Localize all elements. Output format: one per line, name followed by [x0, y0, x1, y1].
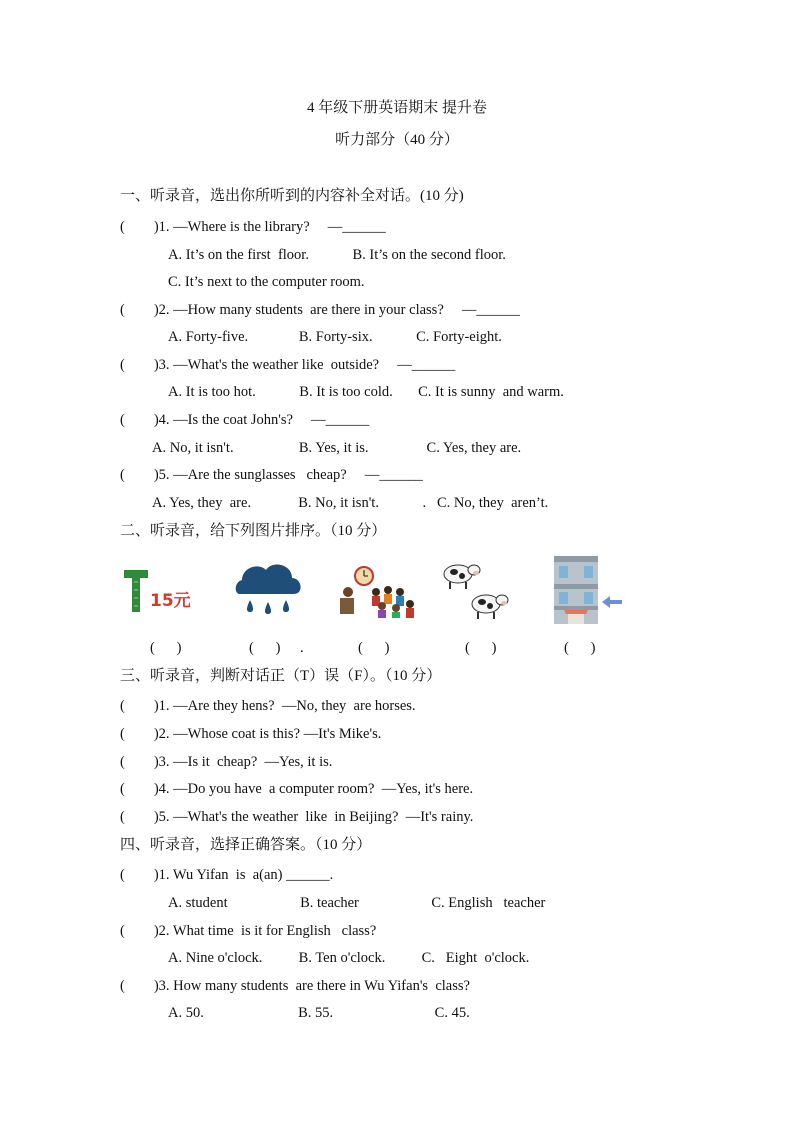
section2-heading: 二、听录音，给下列图片排序。（10 分） — [120, 523, 387, 539]
s3-q4: ( )4. —Do you have a computer room? —Yes, it's here. — [120, 781, 474, 797]
classroom-clock-picture — [338, 564, 416, 618]
stray-dot: . — [300, 640, 304, 656]
section1-heading: 一、听录音，选出你所听到的内容补全对话。(10 分) — [120, 188, 464, 204]
s4-q3-opts: A. 50. B. 55. C. 45. — [168, 1005, 470, 1021]
picture-blank[interactable]: ( ) — [358, 640, 390, 656]
cloud-icon — [236, 564, 301, 594]
picture-blank[interactable]: ( ) — [249, 640, 281, 656]
s4-q1-opts: A. student B. teacher C. English teacher — [168, 895, 546, 911]
building-arrow-picture — [550, 554, 626, 626]
cows-picture — [438, 556, 516, 624]
s1-q4: ( )4. —Is the coat John's? —______ — [120, 412, 370, 428]
cow-icon — [472, 595, 508, 619]
s1-q1-opts2: C. It’s next to the computer room. — [168, 274, 365, 290]
s1-q1: ( )1. —Where is the library? —______ — [120, 219, 386, 235]
s1-q2-opts: A. Forty-five. B. Forty-six. C. Forty-eight. — [168, 329, 502, 345]
picture-blank[interactable]: ( ) — [465, 640, 497, 656]
student-icon — [392, 604, 400, 612]
s4-q2-opts: A. Nine o'clock. B. Ten o'clock. C. Eight o'clock. — [168, 950, 530, 966]
s1-q1-opts: A. It’s on the first floor. B. It’s on the second floor. — [168, 247, 506, 263]
scarf-price-picture — [120, 560, 200, 620]
price-label: 15元 — [150, 591, 191, 611]
s1-q2: ( )2. —How many students are there in your class? —______ — [120, 302, 520, 318]
s3-q1: ( )1. —Are they hens? —No, they are horses. — [120, 698, 416, 714]
s1-q3-opts: A. It is too hot. B. It is too cold. C. It is sunny and warm. — [168, 384, 564, 400]
raindrop-icon — [247, 600, 253, 612]
s1-q5-opts: A. Yes, they are. B. No, it isn't. . C. No, they aren’t. — [152, 495, 549, 511]
student-icon — [406, 600, 414, 608]
section3-heading: 三、听录音，判断对话正（T）误（F）。（10 分） — [120, 668, 442, 684]
s1-q4-opts: A. No, it isn't. B. Yes, it is. C. Yes, they are. — [152, 440, 522, 456]
student-icon — [378, 602, 386, 610]
s3-q5: ( )5. —What's the weather like in Beijing? —It's rainy. — [120, 809, 474, 825]
student-icon — [384, 586, 392, 594]
section4-heading: 四、听录音，选择正确答案。（10 分） — [120, 837, 372, 853]
rain-cloud-picture — [232, 556, 304, 626]
s1-q5: ( )5. —Are the sunglasses cheap? —______ — [120, 467, 423, 483]
cow-icon — [444, 565, 480, 589]
raindrop-icon — [265, 602, 271, 614]
s1-q3: ( )3. —What's the weather like outside? —______ — [120, 357, 456, 373]
arrow-left-icon — [602, 596, 622, 608]
s3-q2: ( )2. —Whose coat is this? —It's Mike's. — [120, 726, 382, 742]
s4-q1: ( )1. Wu Yifan is a(an) ______. — [120, 867, 334, 883]
student-icon — [396, 588, 404, 596]
picture-blank[interactable]: ( ) — [564, 640, 596, 656]
s4-q3: ( )3. How many students are there in Wu Yifan's class? — [120, 978, 470, 994]
raindrop-icon — [283, 600, 289, 612]
page-subtitle: 听力部分（40 分） — [335, 132, 459, 148]
picture-blank[interactable]: ( ) — [150, 640, 182, 656]
desk-icon — [340, 598, 354, 614]
page-title: 4 年级下册英语期末 提升卷 — [306, 100, 487, 116]
s3-q3: ( )3. —Is it cheap? —Yes, it is. — [120, 754, 333, 770]
student-icon — [372, 588, 380, 596]
s4-q2: ( )2. What time is it for English class? — [120, 923, 377, 939]
